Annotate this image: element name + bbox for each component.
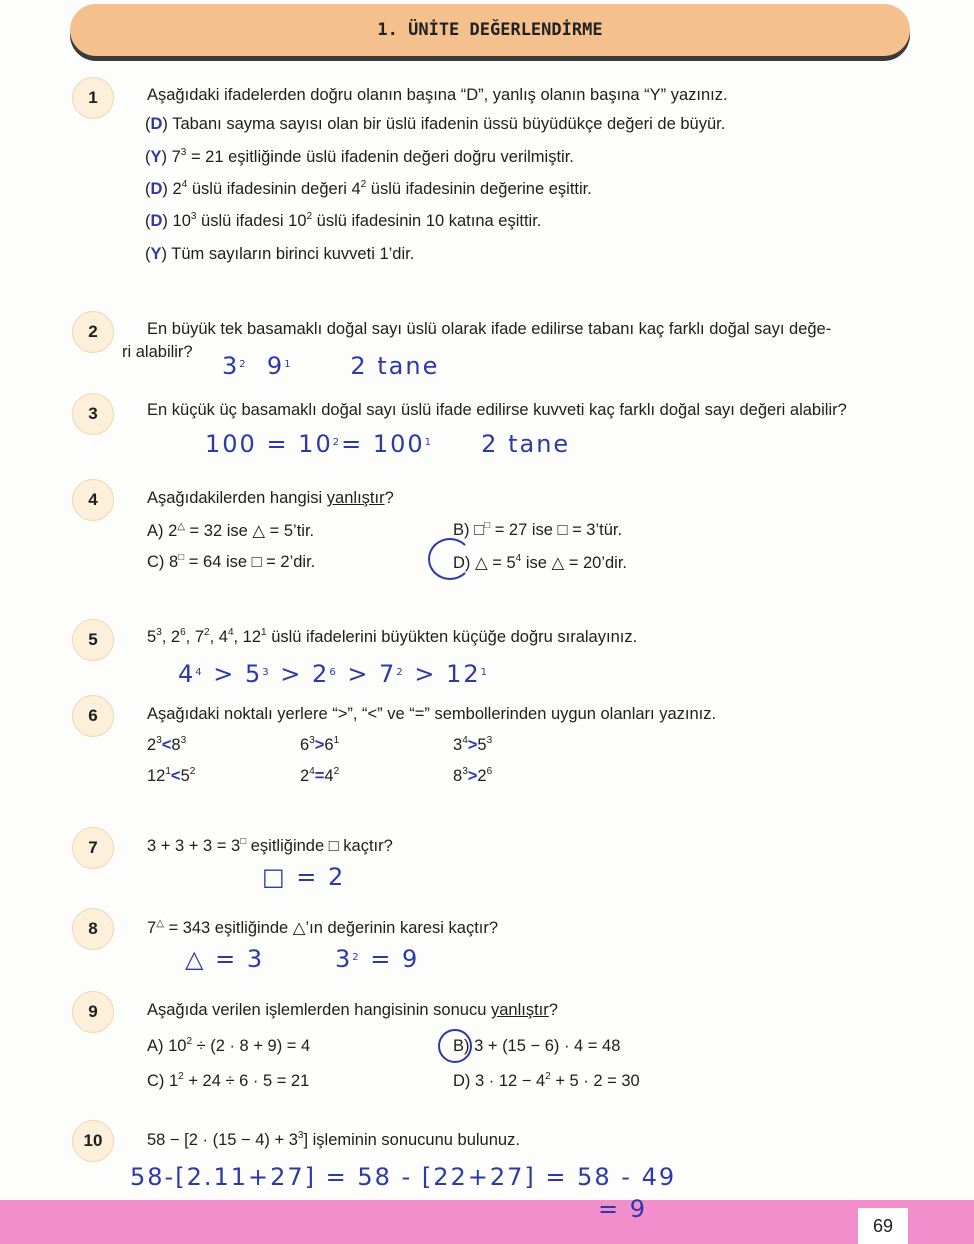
- text-segment: ise △ = 20’dir.: [521, 554, 628, 572]
- text-segment: B) □: [453, 521, 485, 539]
- text-segment: D) △ = 5: [453, 554, 516, 572]
- exponent: 3: [309, 735, 315, 746]
- text-segment: > 5: [203, 660, 263, 688]
- q9-option-d[interactable]: [453, 1072, 640, 1091]
- text-segment: B) 3 + (15 − 6) · 4 = 48: [453, 1037, 621, 1055]
- handwritten-symbol: =: [314, 767, 325, 785]
- text-segment: > 2: [270, 660, 330, 688]
- hw-text: 100 = 10: [205, 430, 333, 458]
- text-segment: , 2: [161, 628, 181, 646]
- text-segment: ÷ (2 · 8 + 9) = 4: [192, 1037, 311, 1055]
- exponent: 4: [515, 553, 522, 564]
- q10-prompt: [147, 1131, 520, 1150]
- q10-handwritten-result: = 9: [598, 1195, 648, 1223]
- question-number-2: 2: [72, 311, 114, 353]
- text-segment: > 12: [404, 660, 481, 688]
- q4-option-b[interactable]: [453, 521, 622, 540]
- text-segment: 7: [147, 919, 157, 937]
- text-segment: 2: [172, 180, 182, 198]
- hw-text: 9: [266, 352, 285, 380]
- exponent: 3: [180, 735, 187, 746]
- text-segment: 7: [171, 148, 181, 166]
- base: 5: [477, 736, 487, 754]
- text-segment: Tüm sayıların birinci kuvveti 1’dir.: [171, 245, 415, 263]
- q9-option-c[interactable]: [147, 1072, 309, 1091]
- exponent: 2: [204, 627, 210, 638]
- q10-handwritten-answer: 58-[2.11+27] = 58 - [22+27] = 58 - 49: [130, 1163, 677, 1191]
- exponent: □: [240, 836, 247, 847]
- text-segment: + 5 · 2 = 30: [550, 1072, 640, 1090]
- base: 4: [324, 767, 334, 785]
- unit-title: 1. ÜNİTE DEĞERLENDİRME: [377, 20, 603, 40]
- base: 3: [453, 736, 463, 754]
- question-number-7: 7: [72, 827, 114, 869]
- q2-prompt-line2: ri alabilir?: [122, 343, 193, 361]
- text-segment: eşitliğinde □ kaçtır?: [246, 837, 393, 855]
- handwritten-answer: Y: [150, 245, 162, 263]
- text-segment: = 27 ise □ = 3’tür.: [490, 521, 623, 539]
- base: 8: [453, 767, 463, 785]
- comparison-item[interactable]: [453, 736, 492, 755]
- prompt-text: ?: [384, 489, 394, 507]
- text-segment: üslü ifadesinin 10 katına eşittir.: [312, 212, 542, 230]
- text-segment: üslü ifadelerini büyükten küçüğe doğru sıralayınız.: [266, 628, 638, 646]
- unit-header-banner: [70, 4, 910, 56]
- q8-prompt: [147, 918, 498, 938]
- underlined-word: yanlıştır: [490, 1001, 549, 1019]
- text-segment: = 64 ise □ = 2’dir.: [184, 553, 316, 571]
- q5-handwritten-answer: [178, 660, 489, 688]
- prompt-text: Aşağıda verilen işlemlerden hangisinin sonucu: [147, 1001, 491, 1019]
- base: 6: [324, 736, 334, 754]
- base: 2: [300, 767, 310, 785]
- exponent: △: [177, 521, 185, 532]
- underlined-word: yanlıştır: [326, 489, 385, 507]
- q4-option-d-circled[interactable]: [453, 553, 627, 573]
- comparison-item[interactable]: [147, 767, 195, 786]
- question-number-8: 8: [72, 908, 114, 950]
- handwritten-symbol: <: [161, 736, 172, 754]
- exponent: 2: [396, 667, 405, 678]
- q3-handwritten-answer: [205, 430, 570, 458]
- q9-prompt: [147, 1001, 558, 1020]
- handwritten-symbol: >: [467, 767, 478, 785]
- statement-text: [171, 245, 414, 263]
- hw-text: 2 tane: [350, 352, 440, 380]
- statement-text: [173, 180, 592, 198]
- text-segment: 10: [172, 212, 191, 230]
- question-number-4: 4: [72, 479, 114, 521]
- text-segment: , 4: [209, 628, 228, 646]
- exponent: 4: [195, 667, 204, 678]
- text-segment: D) 3 · 12 − 4: [453, 1072, 546, 1090]
- hw-text: 3: [222, 352, 240, 380]
- handwritten-answer: D: [150, 212, 163, 230]
- exponent: 6: [329, 667, 338, 678]
- text-segment: 5: [147, 628, 157, 646]
- text-segment: 3 + 3 + 3 = 3: [147, 837, 241, 855]
- hw-text: = 100: [341, 430, 425, 458]
- base: 5: [180, 767, 190, 785]
- q2-handwritten-answer: [222, 352, 439, 380]
- q1-prompt: Aşağıdaki ifadelerden doğru olanın başına “D”, yanlış olanın başına “Y” yazınız.: [147, 86, 728, 104]
- text-segment: üslü ifadesinin değerine eşittir.: [366, 180, 592, 198]
- true-false-item[interactable]: (Y) $7^3 = 21$ eşitliğinde üslü ifadenin değeri doğru verilmiştir.: [145, 147, 574, 166]
- exponent: 4: [309, 766, 315, 777]
- exponent: 3: [156, 735, 162, 746]
- text-segment: ] işleminin sonucunu bulunuz.: [303, 1131, 520, 1149]
- handwritten-symbol: <: [170, 767, 181, 785]
- exponent: 3: [180, 147, 187, 158]
- true-false-item[interactable]: (Y) Tüm sayıların birinci kuvveti 1’dir.: [145, 245, 415, 263]
- hw-exponent: 1: [424, 437, 434, 448]
- text-segment: = 32 ise △ = 5’tir.: [184, 522, 315, 540]
- statement-text: [172, 115, 725, 133]
- answer-circle-mark: [438, 1029, 472, 1063]
- exponent: 6: [180, 627, 186, 638]
- exponent: 2: [306, 211, 313, 222]
- base: 6: [300, 736, 310, 754]
- exponent: 4: [227, 627, 234, 638]
- exponent: 1: [261, 627, 267, 638]
- exponent: 2: [360, 179, 367, 190]
- hw-exponent: 1: [284, 359, 293, 370]
- exponent: 2: [545, 1071, 551, 1082]
- q6-prompt: Aşağıdaki noktalı yerlere “>”, “<” ve “=” sembollerinden uygun olanları yazınız.: [147, 705, 717, 723]
- text-segment: C) 8: [147, 553, 179, 571]
- handwritten-answer: D: [150, 115, 163, 133]
- q7-prompt: [147, 837, 393, 856]
- base: 8: [171, 736, 181, 754]
- handwritten-answer: Y: [150, 148, 162, 166]
- text-segment: > 7: [337, 660, 397, 688]
- exponent: 2: [178, 1071, 184, 1082]
- prompt-text: ?: [548, 1001, 558, 1019]
- base: 12: [147, 767, 166, 785]
- answer-circle-mark: [428, 538, 472, 580]
- exponent: 3: [486, 735, 493, 746]
- exponent: 2: [189, 766, 196, 777]
- comparison-item[interactable]: [300, 736, 339, 755]
- page-number: 69: [858, 1208, 908, 1244]
- true-false-item[interactable]: (D) Tabanı sayma sayısı olan bir üslü ifadenin üssü büyüdükçe değeri de büyür.: [145, 115, 726, 133]
- base: 2: [147, 736, 157, 754]
- exponent: 2: [333, 766, 340, 777]
- hw-text: 3: [335, 945, 353, 973]
- question-number-10: 10: [72, 1120, 114, 1162]
- comparison-item[interactable]: [453, 767, 492, 786]
- hw-exponent: 2: [332, 437, 342, 448]
- exponent: 6: [486, 766, 493, 777]
- text-segment: 58 − [2 · (15 − 4) + 3: [147, 1131, 298, 1149]
- q4-option-c[interactable]: [147, 553, 315, 572]
- exponent: 4: [462, 735, 468, 746]
- text-segment: üslü ifadesi 10: [196, 212, 307, 230]
- text-segment: A) 10: [147, 1037, 187, 1055]
- exponent: □: [484, 520, 491, 531]
- q9-option-b-circled[interactable]: [453, 1037, 620, 1056]
- exponent: 4: [181, 179, 188, 190]
- handwritten-symbol: >: [314, 736, 325, 754]
- q8-handwritten-answer-1: △ = 3: [185, 945, 265, 973]
- exponent: △: [156, 918, 164, 929]
- question-number-6: 6: [72, 695, 114, 737]
- exponent: 1: [333, 735, 340, 746]
- true-false-item[interactable]: (D) $2^4$ üslü ifadesinin değeri $4^2$ üslü ifadesinin değerine eşittir.: [145, 179, 592, 198]
- text-segment: , 7: [185, 628, 205, 646]
- exponent: 3: [462, 766, 468, 777]
- exponent: 3: [156, 627, 162, 638]
- text-segment: C) 1: [147, 1072, 179, 1090]
- text-segment: Tabanı sayma sayısı olan bir üslü ifadenin üssü büyüdükçe değeri de büyür.: [172, 115, 726, 133]
- q9-option-a[interactable]: [147, 1037, 310, 1056]
- question-number-9: 9: [72, 991, 114, 1033]
- statement-text: [173, 212, 542, 230]
- text-segment: + 24 ÷ 6 · 5 = 21: [183, 1072, 310, 1090]
- question-number-5: 5: [72, 619, 114, 661]
- exponent: 3: [297, 1130, 304, 1141]
- q8-handwritten-answer-2: [335, 945, 419, 973]
- base: 2: [477, 767, 487, 785]
- statement-text: [172, 148, 574, 166]
- exponent: 3: [262, 667, 271, 678]
- text-segment: 4: [178, 660, 196, 688]
- exponent: 1: [480, 667, 489, 678]
- exponent: □: [178, 552, 185, 563]
- exponent: 3: [190, 211, 197, 222]
- exponent: 1: [165, 766, 171, 777]
- q3-prompt: En küçük üç basamaklı doğal sayı üslü ifade edilirse kuvveti kaç farklı doğal sayı değeri alabilir?: [147, 401, 847, 419]
- text-segment: = 343 eşitliğinde △’ın değerinin karesi kaçtır?: [163, 919, 499, 937]
- comparison-item[interactable]: [147, 736, 186, 755]
- hw-text: 2 tane: [481, 430, 571, 458]
- hw-exponent: 2: [352, 952, 361, 963]
- exponent: 2: [186, 1036, 192, 1047]
- handwritten-symbol: >: [467, 736, 478, 754]
- true-false-item[interactable]: (D) $10^3$ üslü ifadesi $10^2$ üslü ifadesinin 10 katına eşittir.: [145, 211, 542, 230]
- text-segment: üslü ifadesinin değeri 4: [187, 180, 361, 198]
- text-segment: , 12: [233, 628, 262, 646]
- prompt-text: Aşağıdakilerden hangisi: [147, 489, 327, 507]
- hw-text: = 9: [360, 945, 420, 973]
- handwritten-answer: D: [150, 180, 163, 198]
- text-segment: = 21 eşitliğinde üslü ifadenin değeri doğru verilmiştir.: [186, 148, 574, 166]
- page-footer-band: [0, 1200, 974, 1244]
- q4-prompt: [147, 489, 394, 508]
- q7-handwritten-answer: □ = 2: [262, 863, 346, 891]
- question-number-1: 1: [72, 77, 114, 119]
- q5-prompt: [147, 628, 637, 647]
- question-number-3: 3: [72, 393, 114, 435]
- hw-exponent: 2: [239, 359, 248, 370]
- comparison-item[interactable]: [300, 767, 339, 786]
- q4-option-a[interactable]: [147, 521, 314, 541]
- q2-prompt-line1: En büyük tek basamaklı doğal sayı üslü olarak ifade edilirse tabanı kaç farklı doğal sayı değe-: [147, 320, 832, 338]
- text-segment: A) 2: [147, 522, 178, 540]
